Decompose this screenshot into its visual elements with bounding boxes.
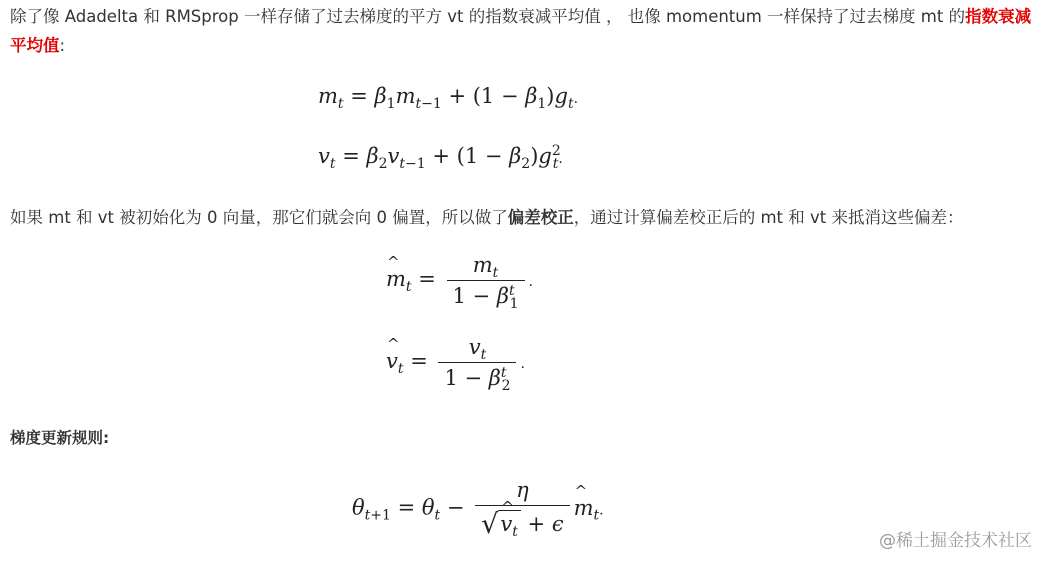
equation-v-hat: ^ $v_t$ = $\frac{v_t}{1 - \beta^t_2}$ . [386,335,525,390]
intro-colon: : [59,36,66,55]
bias-text: 如果 mt 和 vt 被初始化为 0 向量，那它们就会向 0 偏置，所以做了 [10,208,508,227]
fraction-m-hat: $\frac{m_t}{1 - \beta^t_1}$ [447,253,525,308]
equation-m-t: $m_t = \beta_1m_{t-1} + (1 - \beta_1)g_t$. [318,84,579,113]
update-rule-heading: 梯度更新规则: [10,429,110,447]
fraction-v-hat: $\frac{v_t}{1 - \beta^t_2}$ [438,335,516,390]
intro-emphasis: 指数衰减平均值 [10,7,1032,55]
fraction-learning-rate: $\frac{\eta}{√\^{} v_t + \epsilon}$ [475,478,569,540]
equation-m-hat: ^ $m_t$ = $\frac{m_t}{1 - \beta^t_1}$ . [386,253,533,308]
equation-theta-update: $\theta_{t+1} = \theta_t$ − $\frac{\eta}{√\^{} v_t + \epsilon}$ ^ $m_t$. [352,478,604,540]
intro-text: 除了像 Adadelta 和 RMSprop 一样存储了过去梯度的平方 vt 的指数衰减平均值 ， 也像 momentum 一样保持了过去梯度 mt 的 [10,7,966,26]
site-watermark: @稀土掘金技术社区 [879,531,1032,551]
bias-correction-paragraph [10,203,1040,232]
bias-emphasis: 偏差校正 [507,208,574,227]
sqrt-symbol: √^ $v_t$ [481,509,521,540]
intro-paragraph [10,2,1040,60]
bias-text-end: ，通过计算偏差校正后的 mt 和 vt 来抵消这些偏差： [573,208,964,227]
equation-v-t: $v_t = \beta_2v_{t-1} + (1 - \beta_2)g^2_t$. [318,143,563,173]
